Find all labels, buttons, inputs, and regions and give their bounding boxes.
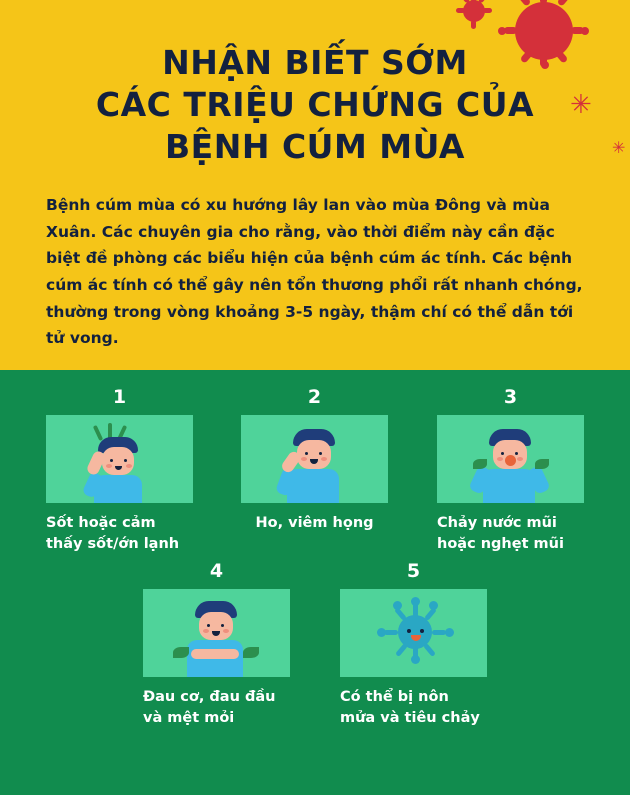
symptom-card-5 — [340, 562, 487, 728]
intro-paragraph: Bệnh cúm mùa có xu hướng lây lan vào mùa Đông và mùa Xuân. Các chuyên gia cho rằng, vào thời điểm này cần đặc biệt đề phòng các biểu hiện của bệnh cúm ác tính. Các bệnh cúm ác tính có thể gây nên tổn thương phổi rất nhanh chóng, thường trong vòng khoảng 3-5 ngày, thậm chí có thể dẫn tới tử vong. — [46, 196, 583, 348]
header-section — [0, 0, 630, 370]
person-runny-nose-icon — [437, 415, 584, 503]
symptom-number-1: 1 — [112, 386, 127, 408]
symptom-caption-3: Chảy nước mũi hoặc nghẹt mũi — [437, 515, 564, 552]
symptom-caption-1: Sốt hoặc cảm thấy sốt/ớn lạnh — [46, 515, 180, 552]
virus-icon — [340, 589, 487, 677]
symptom-caption-4: Đau cơ, đau đầu và mệt mỏi — [143, 689, 276, 726]
symptom-number-5: 5 — [406, 560, 421, 582]
title-line-2: CÁC TRIỆU CHỨNG CỦA — [95, 85, 535, 125]
symptom-caption-5: Có thể bị nôn mửa và tiêu chảy — [340, 689, 480, 726]
symptoms-section — [0, 370, 630, 795]
star-burst-decoration-1: ✳ — [570, 90, 592, 120]
star-burst-decoration-2: ✳ — [612, 138, 626, 157]
virus-small-decoration — [463, 0, 485, 22]
symptom-number-3: 3 — [503, 386, 518, 408]
symptom-card-1 — [46, 388, 193, 554]
symptom-number-2: 2 — [307, 386, 322, 408]
symptom-card-3 — [437, 388, 584, 554]
symptom-number-4: 4 — [209, 560, 224, 582]
page-title — [0, 42, 630, 169]
title-line-3: BỆNH CÚM MÙA — [165, 127, 465, 167]
symptom-caption-2: Ho, viêm họng — [255, 515, 374, 531]
symptom-card-2 — [241, 388, 388, 534]
person-cough-icon — [241, 415, 388, 503]
person-fever-icon — [46, 415, 193, 503]
symptom-card-4 — [143, 562, 290, 728]
person-body-ache-icon — [143, 589, 290, 677]
title-line-1: NHẬN BIẾT SỚM — [162, 43, 468, 82]
